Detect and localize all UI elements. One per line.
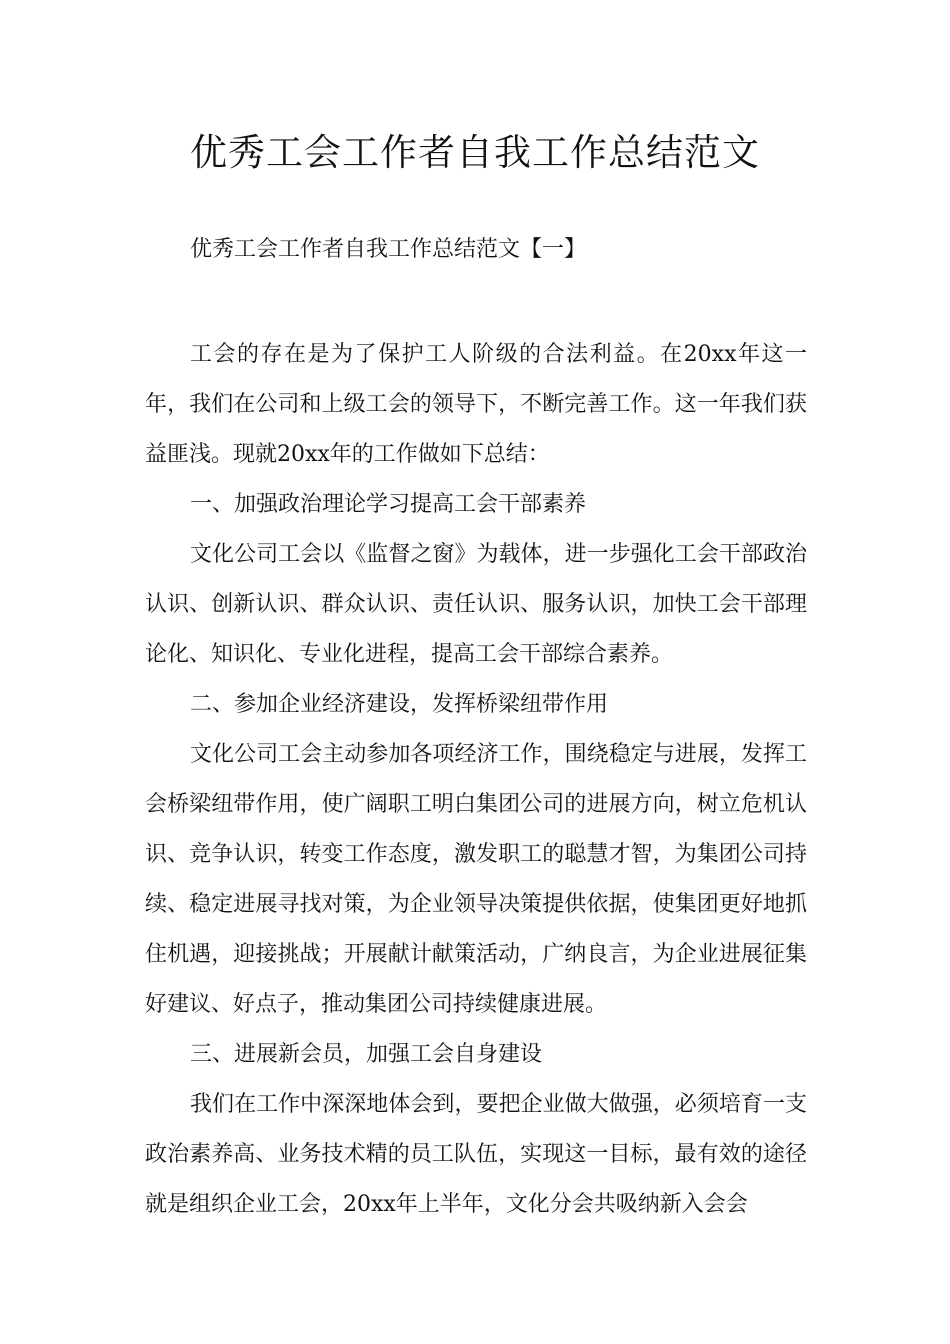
section-heading-2: 二、参加企业经济建设，发挥桥梁纽带作用 (190, 692, 609, 717)
paragraph-2: 文化公司工会主动参加各项经济工作，围绕稳定与进展，发挥工会桥梁纽带作用，使广阔职工明白集团公司的进展方向，树立危机认识、竞争认识，转变工作态度，激发职工的聪慧才智，为集团公司持续、稳定进展寻找对策，为企业领导决策提供依据，使集团更好地抓住机遇，迎接挑战；开展献计献策活动，广纳良言，为企业进展征集好建议、好点子，推动集团公司持续健康进展。 (145, 742, 807, 1017)
document-title: 优秀工会工作者自我工作总结范文 (190, 131, 760, 174)
paragraph-intro: 工会的存在是为了保护工人阶级的合法利益。在20xx年这一年，我们在公司和上级工会的领导下，不断完善工作。这一年我们获益匪浅。现就20xx年的工作做如下总结： (145, 342, 807, 467)
section-heading-1: 一、加强政治理论学习提高工会干部素养 (190, 492, 587, 517)
document-body (145, 330, 807, 1230)
section-heading-3: 三、进展新会员，加强工会自身建设 (190, 1042, 543, 1067)
paragraph-1: 文化公司工会以《监督之窗》为载体，进一步强化工会干部政治认识、创新认识、群众认识、责任认识、服务认识，加快工会干部理论化、知识化、专业化进程，提高工会干部综合素养。 (145, 542, 807, 667)
paragraph-3: 我们在工作中深深地体会到，要把企业做大做强，必须培育一支政治素养高、业务技术精的员工队伍，实现这一目标，最有效的途径就是组织企业工会，20xx年上半年，文化分会共吸纳新入会会 (145, 1092, 807, 1217)
section-subtitle: 优秀工会工作者自我工作总结范文【一】 (190, 237, 587, 262)
